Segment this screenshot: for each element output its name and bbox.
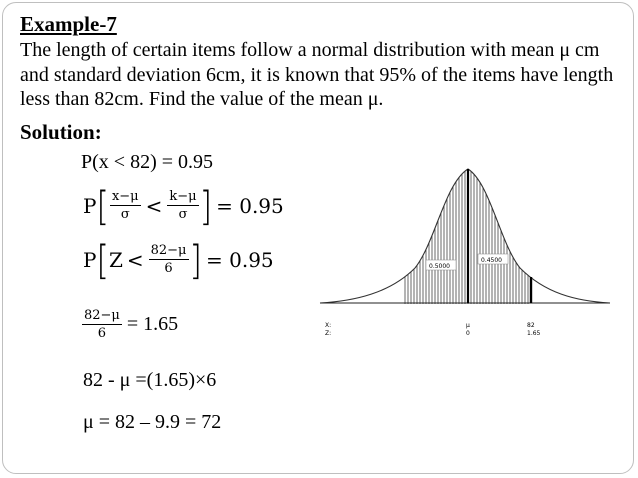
step-2-p: P [83,193,97,218]
step-1: P(x < 82) = 0.95 [81,151,214,173]
frac-numerator: k−μ [169,189,197,204]
step-5: 82 - μ =(1.65)×6 [83,369,217,391]
step-4 [81,308,182,341]
step-4-fraction [82,308,122,341]
left-bracket: [ [96,235,109,284]
mu-label: μ [466,322,470,329]
frac-numerator: 82−μ [150,243,187,258]
area-right-label: 0.4500 [481,257,502,264]
step-6: μ = 82 – 9.9 = 72 [83,411,222,433]
step-2 [83,181,288,230]
step-3-z: Z [108,247,123,272]
right-bracket: ] [199,181,213,230]
less-than: < [145,193,163,218]
right-bracket: ] [189,235,202,284]
step-3-fraction [149,243,189,276]
z-value-label: 1.65 [527,330,541,337]
mu-z-label: 0 [466,330,470,337]
x-row-label: X: [325,322,332,329]
step-2-left-fraction [110,189,141,222]
less-than: < [126,247,144,272]
solution-label: Solution: [20,120,102,144]
step-3 [83,235,278,284]
step-3-rhs: = 0.95 [206,247,274,272]
area-left-label: 0.5000 [429,263,450,270]
example-title: Example-7 [20,12,117,36]
frac-numerator: 82−μ [84,308,120,323]
frac-denominator: σ [120,207,130,222]
step-4-rhs: = 1.65 [126,313,179,335]
problem-text: The length of certain items follow a normal distribution with mean μ cm and standard deviation 6cm, it is known that 95% of the items have length less than 82cm. Find the value of the mean μ. [20,39,614,110]
z-row-label: Z: [325,330,332,337]
step-2-rhs: = 0.95 [216,193,284,218]
frac-numerator: x−μ [111,189,139,204]
left-bracket: [ [96,181,109,230]
slide-frame [2,2,634,474]
frac-denominator: σ [178,207,188,222]
frac-denominator: 6 [164,261,173,276]
x-value-label: 82 [527,322,535,329]
frac-denominator: 6 [97,326,107,341]
normal-curve-diagram [315,143,615,348]
step-2-right-fraction [167,189,198,222]
step-3-p: P [83,247,97,272]
